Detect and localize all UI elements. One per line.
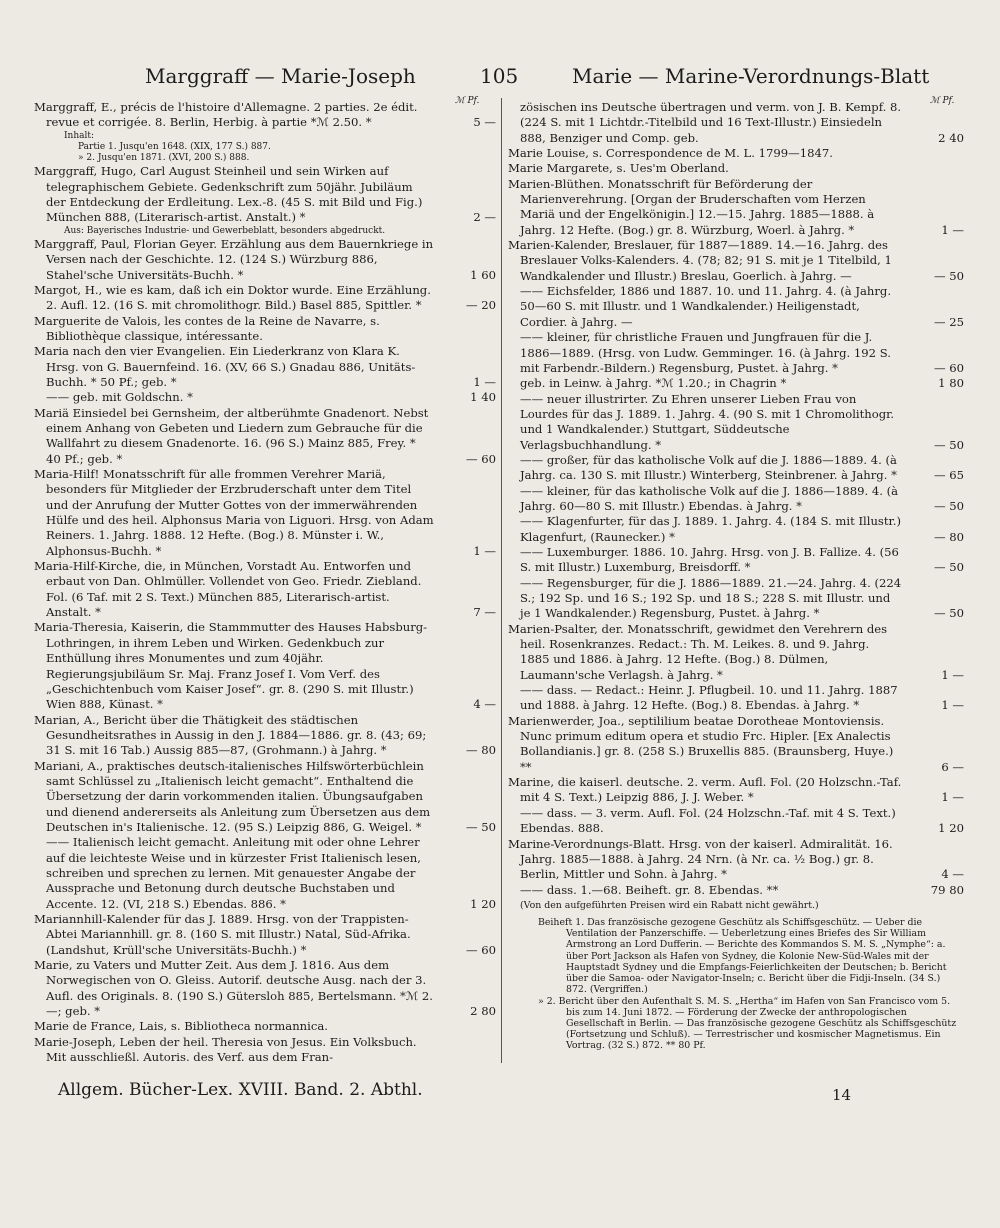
entry-text: Partie 1. Jusqu'en 1648. (XIX, 177 S.) 887.: [78, 141, 271, 152]
catalog-entry: [508, 146, 964, 161]
entry-text: Inhalt:: [64, 130, 95, 141]
catalog-entry: [508, 238, 964, 284]
catalog-entry: [34, 713, 496, 759]
entry-price: 2 80: [470, 1004, 496, 1019]
entry-price: 1 40: [470, 390, 496, 405]
page-number: 105: [480, 64, 519, 88]
catalog-entry: [508, 514, 964, 545]
entry-price: 7 —: [473, 605, 496, 620]
entry-text: —— kleiner, für das katholische Volk auf die J. 1886—1889. 4. (à Jahrg. 60—80 S. mit Illustr.) Ebendas. à Jahrg. *: [520, 483, 899, 513]
footer-left: Allgem. Bücher-Lex. XVIII. Band. 2. Abthl.: [58, 1080, 423, 1100]
entry-price: 1 80: [938, 376, 964, 391]
entry-text: Margot, H., wie es kam, daß ich ein Doktor wurde. Eine Erzählung. 2. Aufl. 12. (16 S. mit chromolithogr. Bild.) Basel 885, Spittler. *: [34, 282, 431, 313]
entry-price: 1 20: [470, 896, 496, 911]
entry-text: Marie Louise, s. Correspondence de M. L. 1799—1847.: [508, 146, 833, 161]
entry-text: —— Eichsfelder, 1886 und 1887. 10. und 11. Jahrg. 4. (à Jahrg. 50—60 S. mit Illustr. und 1 Wandkalender.) Heiligenstadt, Cordier. à Jahrg. —: [520, 284, 892, 329]
entry-text: —— dass. — Redact.: Heinr. J. Pflugbeil. 10. und 11. Jahrg. 1887 und 1888. à Jahrg. 12 Hefte. (Bog.) 8. Ebendas. à Jahrg. *: [520, 683, 898, 713]
catalog-entry: [34, 344, 496, 390]
catalog-entry: [508, 453, 964, 484]
catalog-entry: [34, 164, 496, 225]
footer: [0, 1080, 1000, 1110]
catalog-entry: [508, 576, 964, 622]
entry-price: 1 —: [941, 222, 964, 237]
entry-price: 1 —: [941, 790, 964, 805]
entry-text: Maria nach den vier Evangelien. Ein Liederkranz von Klara K. Hrsg. von G. Bauernfeind. 16. (XV, 66 S.) Gnadau 886, Unitäts-Buchh. * 50 Pf.; geb. *: [34, 344, 416, 389]
catalog-entry: [34, 1035, 496, 1066]
entry-price: 2 40: [938, 130, 964, 145]
price-mark-right: ℳ Pf.: [930, 96, 955, 106]
entry-price: — 50: [933, 560, 964, 575]
catalog-entry: [508, 622, 964, 683]
catalog-entry: [508, 837, 964, 883]
catalog-entry: [508, 545, 964, 576]
left-column: [34, 100, 496, 1065]
catalog-entry: [34, 467, 496, 559]
entry-text: —— Klagenfurter, für das J. 1889. 1. Jahrg. 4. (184 S. mit Illustr.) Klagenfurt, (Raunecker.) *: [520, 514, 901, 544]
entry-text: —— Regensburger, für die J. 1886—1889. 21.—24. Jahrg. 4. (224 S.; 192 Sp. und 16 S.; 192 Sp. und 18 S.; 228 S. mit Illustr. und je 1 Wandkalender.) Regensburg, Pustet. à Jahrg. *: [520, 575, 902, 621]
entry-text: zösischen ins Deutsche übertragen und verm. von J. B. Kempf. 8. (224 S. mit 1 Lichtdr.-Titelbild und 16 Text-Illustr.) Einsiedeln 888, Benziger und Comp. geb.: [520, 100, 902, 145]
column-divider: [501, 98, 502, 1063]
catalog-entry: [508, 177, 964, 238]
entry-text: —— dass. 1.—68. Beiheft. gr. 8. Ebendas. **: [520, 882, 779, 897]
catalog-entry: [34, 131, 496, 142]
catalog-entry: [34, 835, 496, 912]
catalog-entry: [34, 912, 496, 958]
entry-price: 4 —: [941, 867, 964, 882]
entry-text: » 2. Jusqu'en 1871. (XVI, 200 S.) 888.: [78, 153, 250, 164]
entry-price: 1 —: [941, 698, 964, 713]
entry-text: Maria-Theresia, Kaiserin, die Stammmutter des Hauses Habsburg-Lothringen, in ihrem Leben und Wirken. Gedenkbuch zur Enthüllung ihres Monumentes und zum 40jähr. Regierungsjubiläum Sr. Maj. Franz Josef I. Vom Verf. des „Geschichtenbuch vom Kaiser Josef“. gr. 8. (290 S. mit Illustr.) Wien 888, Künast. *: [34, 620, 428, 712]
entry-text: Mariannhill-Kalender für das J. 1889. Hrsg. von der Trappisten-Abtei Mariannhill. gr. 8. (160 S. mit Illustr.) Natal, Süd-Afrika. (Landshut, Krüll'sche Universitäts-Buchh.) *: [34, 912, 411, 957]
entry-text: Marie, zu Vaters und Mutter Zeit. Aus dem J. 1816. Aus dem Norwegischen von O. Gleiss. Autorif. deutsche Ausg. nach der 3. Aufl. des Originals. 8. (190 S.) Gütersloh 885, Bertelsmann. *ℳ 2.—; geb. *: [34, 958, 433, 1019]
entry-price: — 60: [465, 451, 496, 466]
entry-text: —— geb. mit Goldschn. *: [46, 390, 193, 405]
entry-price: 4 —: [473, 697, 496, 712]
catalog-entry: [508, 284, 964, 330]
entry-text: Marien-Blüthen. Monatsschrift für Beförderung der Marienverehrung. [Organ der Bruderschaften vom Herzen Mariä und der Engelkönigin.] 12.—15. Jahrg. 1885—1888. à Jahrg. 12 Hefte. (Bog.) gr. 8. Würzburg, Woerl. à Jahrg. *: [508, 176, 875, 237]
entry-price: — 50: [933, 268, 964, 283]
beiheft-note: » 2. Bericht über den Aufenthalt S. M. S. „Hertha“ im Hafen von San Francisco vom 5. bis zum 14. Juni 1872. — Förderung der Zwecke der anthropologischen Gesellschaft in Berlin. — Das französische gezogene Geschütz als Schiffsgeschütz (Fortsetzung und Schluß). — Terrestrischer und kosmischer Magnetismus. Ein Vortrag. (32 S.) 872. ** 80 Pf.: [538, 995, 957, 1052]
catalog-entry: [34, 620, 496, 712]
catalog-entry: [34, 226, 496, 237]
running-header: [0, 64, 1000, 94]
catalog-entry: [34, 142, 496, 153]
catalog-entry: [508, 775, 964, 806]
entry-text: Marggraff, E., précis de l'histoire d'Allemagne. 2 parties. 2e édit. revue et corrigée. 8. Berlin, Herbig. à partie *ℳ 2.50. *: [34, 100, 418, 130]
entry-text: —— dass. — 3. verm. Aufl. Fol. (24 Holzschn.-Taf. mit 4 S. Text.) Ebendas. 888.: [520, 805, 896, 836]
entry-text: —— neuer illustrirter. Zu Ehren unserer Lieben Frau von Lourdes für das J. 1889. 1. Jahrg. 4. (90 S. mit 1 Chromolithogr. und 1 Wandkalender.) Stuttgart, Süddeutsche Verlagsbuchhandlung. *: [520, 391, 895, 452]
catalog-entry: [508, 714, 964, 775]
entry-text: Marie de France, Lais, s. Bibliotheca normannica.: [34, 1019, 328, 1034]
entry-price: — 25: [933, 314, 964, 329]
entry-price: 2 —: [473, 210, 496, 225]
entry-text: Marie-Joseph, Leben der heil. Theresia von Jesus. Ein Volksbuch. Mit ausschließl. Autoris. des Verf. aus dem Fran-: [34, 1034, 417, 1065]
catalog-entry: [34, 390, 496, 405]
entry-price: — 50: [933, 498, 964, 513]
entry-price: 1 —: [941, 667, 964, 682]
entry-price: 6 —: [941, 759, 964, 774]
entry-text: Mariani, A., praktisches deutsch-italienisches Hilfswörterbüchlein samt Schlüssel zu „Italienisch leicht gemacht“. Enthaltend die Übersetzung der darin vorkommenden italien. Übungsaufgaben und dienend andererseits als Anleitung zum Übersetzen aus dem Deutschen in's Italienische. 12. (95 S.) Leipzig 886, G. Weigel. *: [34, 758, 431, 834]
entry-text: Marien-Psalter, der. Monatsschrift, gewidmet den Verehrern des heil. Rosenkranzes. Redact.: Th. M. Leikes. 8. und 9. Jahrg. 1885 und 1886. à Jahrg. 12 Hefte. (Bog.) 8. Dülmen, Laumann'sche Verlagsh. à Jahrg. *: [508, 621, 888, 682]
entry-price: 1 60: [470, 267, 496, 282]
entry-text: Marie Margarete, s. Ues'm Oberland.: [508, 161, 729, 176]
entry-text: Maria-Hilf-Kirche, die, in München, Vorstadt Au. Entworfen und erbaut von Dan. Ohlmüller. Vollendet von Geo. Friedr. Ziebland. Fol. (6 Taf. mit 2 S. Text.) München 885, Literarisch-artist. Anstalt. *: [34, 559, 422, 620]
catalog-entry: [508, 161, 964, 176]
catalog-entry: [34, 314, 496, 345]
entry-price: — 50: [933, 437, 964, 452]
catalog-entry: [508, 484, 964, 515]
entry-text: Maria-Hilf! Monatsschrift für alle frommen Verehrer Mariä, besonders für Mitglieder der Erzbruderschaft unter dem Titel und der Anrufung der Mutter Gottes von der immerwährenden Hülfe und des heil. Alphonsus Maria von Liguori. Hrsg. von Adam Reiners. 1. Jahrg. 1888. 12 Hefte. (Bog.) 8. Münster i. W., Alphonsus-Buchh. *: [34, 467, 434, 558]
catalog-entry: [34, 100, 496, 131]
entry-price: 1 20: [938, 821, 964, 836]
right-column: [508, 100, 964, 1052]
entry-text: —— Luxemburger. 1886. 10. Jahrg. Hrsg. von J. B. Fallize. 4. (56 S. mit Illustr.) Luxemburg, Breisdorff. *: [520, 544, 899, 575]
entry-text: Marine-Verordnungs-Blatt. Hrsg. von der kaiserl. Admiralität. 16. Jahrg. 1885—1888. à Jahrg. 24 Nrn. (à Nr. ca. ½ Bog.) gr. 8. Berlin, Mittler und Sohn. à Jahrg. *: [508, 836, 893, 882]
entry-text: geb. in Leinw. à Jahrg. *ℳ 1.20.; in Chagrin *: [520, 376, 787, 391]
catalog-entry: [34, 958, 496, 1019]
catalog-entry: [34, 283, 496, 314]
entry-text: —— kleiner, für christliche Frauen und Jungfrauen für die J. 1886—1889. (Hrsg. von Ludw. Gemminger. 16. (à Jahrg. 192 S. mit Farbendr.-Bildern.) Regensburg, Pustet. à Jahrg. *: [520, 330, 891, 375]
entry-text: —— Italienisch leicht gemacht. Anleitung mit oder ohne Lehrer auf die leichteste Weise und in kürzester Frist Italienisch lesen, schreiben und sprechen zu lernen. Mit genauester Angabe der Aussprache und Betonung durch deutsche Buchstaben und Accente. 12. (VI, 218 S.) Ebendas. 886. *: [46, 835, 421, 911]
entry-price: 79 80: [930, 882, 964, 897]
catalog-entry: [34, 406, 496, 467]
entry-price: 1 —: [473, 543, 496, 558]
header-left: Marggraff — Marie-Joseph: [145, 64, 416, 88]
entry-text: —— großer, für das katholische Volk auf die J. 1886—1889. 4. (à Jahrg. ca. 130 S. mit Illustr.) Winterberg, Steinbrener. à Jahrg. *: [520, 452, 897, 483]
entry-text: Marggraff, Hugo, Carl August Steinheil und sein Wirken auf telegraphischem Gebiete. Gedenkschrift zum 50jähr. Jubiläum der Entdeckung der Erdleitung. Lex.-8. (45 S. mit Bild und Fig.) München 888, (Literarisch-artist. Anstalt.) *: [34, 164, 423, 225]
entry-text: Marienwerder, Joa., septililium beatae Dorotheae Montoviensis. Nunc primum editum opera et studio Frc. Hipler. [Ex Analectis Bollandianis.] gr. 8. (258 S.) Bruxellis 885. (Braunsberg, Huye.) **: [508, 713, 894, 774]
catalog-entry: [34, 1019, 496, 1034]
price-mark-left: ℳ Pf.: [455, 96, 480, 106]
footer-signature: 14: [832, 1086, 852, 1104]
catalog-entry: [34, 559, 496, 620]
catalog-entry: [508, 683, 964, 714]
entry-price: — 50: [465, 819, 496, 834]
catalog-entry: [508, 376, 964, 391]
entry-text: Marian, A., Bericht über die Thätigkeit des städtischen Gesundheitsrathes in Aussig in den J. 1884—1886. gr. 8. (43; 69; 31 S. mit 16 Tab.) Aussig 885—87, (Grohmann.) à Jahrg. *: [34, 712, 427, 758]
entry-price: — 80: [465, 743, 496, 758]
entry-price: — 50: [933, 606, 964, 621]
catalog-entry: [508, 883, 964, 898]
entry-price: 5 —: [473, 115, 496, 130]
catalog-entry: [34, 153, 496, 164]
entry-price: — 60: [933, 360, 964, 375]
beiheft-note: Beiheft 1. Das französische gezogene Geschütz als Schiffsgeschütz. — Ueber die Ventilation der Panzerschiffe. — Ueberletzung eines Briefes des Sir William Armstrong an Lord Dufferin. — Berichte des Kommandos S. M. S. „Nymphe“: a. über Port Jackson als Hafen von Sydney, die Kolonie New-Süd-Wales mit der Hauptstadt Sydney und die Empfangs-Feierlichkeiten der Deutschen; b. Bericht über die Samoa- oder Navigator-Inseln; c. Bericht über die Fidji-Inseln. (34 S.) 872. (Vergriffen.): [538, 917, 947, 996]
entry-text: Aus: Bayerisches Industrie- und Gewerbeblatt, besonders abgedruckt.: [64, 225, 386, 236]
entry-price: — 60: [465, 942, 496, 957]
entry-price: — 20: [465, 298, 496, 313]
catalog-entry: [508, 100, 964, 146]
catalog-entry: [508, 330, 964, 376]
entry-text: Marien-Kalender, Breslauer, für 1887—1889. 14.—16. Jahrg. des Breslauer Volks-Kalenders. 4. (78; 82; 91 S. mit je 1 Titelbild, 1 Wandkalender und Illustr.) Breslau, Goerlich. à Jahrg. —: [508, 238, 892, 283]
catalog-entry: [34, 759, 496, 836]
header-right: Marie — Marine-Verordnungs-Blatt: [572, 64, 930, 88]
price-note: (Von den aufgeführten Preisen wird ein Rabatt nicht gewährt.): [520, 899, 819, 911]
entry-text: Mariä Einsiedel bei Gernsheim, der altberühmte Gnadenort. Nebst einem Anhang von Gebeten und Liedern zum Gebrauche für die Wallfahrt zu diesem Gnadenorte. 16. (96 S.) Mainz 885, Frey. * 40 Pf.; geb. *: [34, 405, 429, 466]
entry-text: Marguerite de Valois, les contes de la Reine de Navarre, s. Bibliothèque classique, intéressante.: [34, 313, 380, 343]
entry-text: Marine, die kaiserl. deutsche. 2. verm. Aufl. Fol. (20 Holzschn.-Taf. mit 4 S. Text.) Leipzig 886, J. J. Weber. *: [508, 775, 902, 805]
catalog-entry: [508, 392, 964, 453]
catalog-entry: [34, 237, 496, 283]
entry-price: — 65: [933, 468, 964, 483]
entry-price: 1 —: [473, 374, 496, 389]
entry-text: Marggraff, Paul, Florian Geyer. Erzählung aus dem Bauernkriege in Versen nach der Geschichte. 12. (124 S.) Würzburg 886, Stahel'sche Universitäts-Buchh. *: [34, 236, 434, 282]
entry-price: — 80: [933, 529, 964, 544]
catalog-entry: [508, 806, 964, 837]
